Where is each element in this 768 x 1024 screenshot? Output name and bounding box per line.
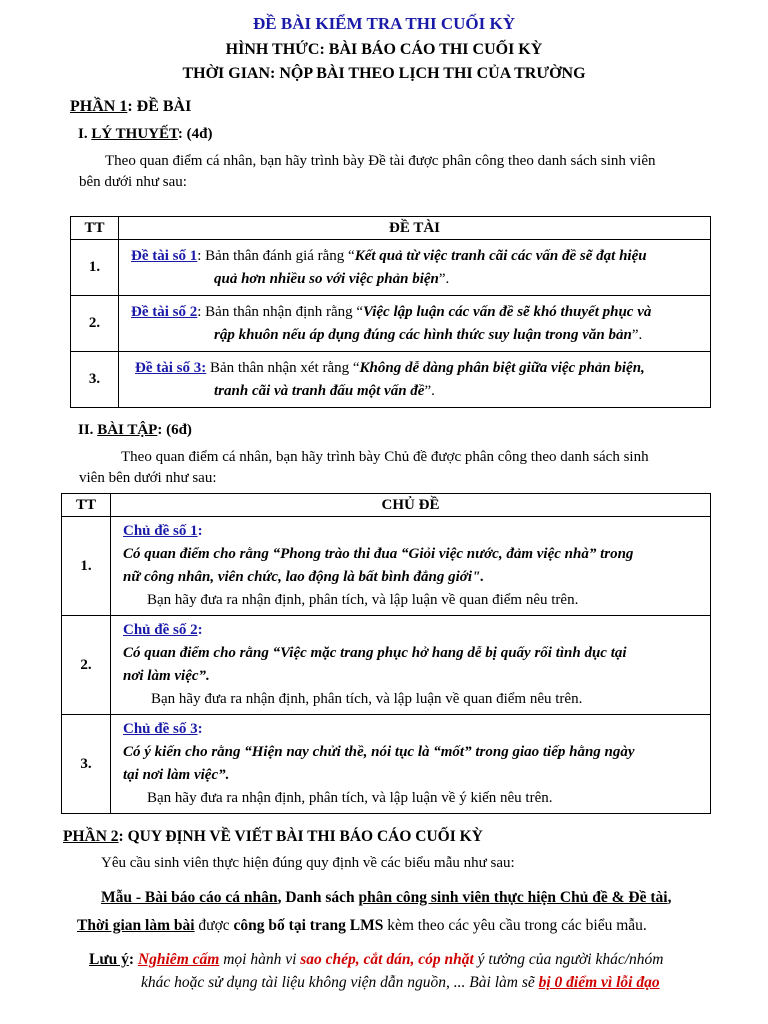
theory-col-tt: TT [71,217,119,240]
theory-col-topic: ĐỀ TÀI [119,217,711,240]
part2-title: : QUY ĐỊNH VỀ VIẾT BÀI THI BÁO CÁO CUỐI KỲ [118,828,483,845]
topic-cell [119,240,711,296]
part2-forms-line1 [101,886,671,909]
topic-quote-line1: Không dễ dàng phân biệt giữa việc phản biện, [359,359,645,376]
subject-quote-line2: tại nơi làm việc”. [123,767,230,783]
note-forbidden: Nghiêm cấm [137,951,220,968]
table-row [62,715,711,814]
exercise-table [61,493,711,814]
form-line2-mid: được [194,917,234,934]
table-row [62,517,711,616]
part1-heading [70,98,191,116]
theory-table [70,216,711,408]
exercise-prefix: II. [78,422,98,438]
part2-label: PHẦN 2 [63,828,119,845]
table-row [71,352,711,408]
subject-task: Bạn hãy đưa ra nhận định, phân tích, và lập luận về quan điểm nêu trên. [147,592,579,608]
subject-task: Bạn hãy đưa ra nhận định, phân tích, và lập luận về quan điểm nêu trên. [151,691,583,707]
subject-label-colon: : [197,721,203,737]
note-text2: ý tưởng của người khác/nhóm [473,951,664,968]
exercise-intro [79,447,749,489]
topic-intro: : Bản thân đánh giá rằng “ [197,247,355,264]
subject-cell [111,616,711,715]
document-title: ĐỀ BÀI KIỂM TRA THI CUỐI KỲ [253,14,515,33]
theory-heading [78,126,212,143]
row-number: 1. [62,517,111,616]
part2-intro: Yêu cầu sinh viên thực hiện đúng quy định về các biểu mẫu như sau: [101,855,515,871]
subject-cell [111,715,711,814]
topic-quote-line1: Việc lập luận các vấn đề sẽ khó thuyết phục và [363,303,652,320]
part2-forms-line2 [77,914,647,937]
theory-prefix: I. [78,126,92,142]
exercise-intro-line2: viên bên dưới như sau: [79,470,217,486]
topic-label: Đề tài số 3: [135,359,207,376]
note-colon: : [128,951,138,968]
row-number: 3. [71,352,119,408]
topic-quote-end: ”. [424,382,435,399]
topic-label: Đề tài số 2 [131,303,198,320]
subject-quote-line2: nơi làm việc”. [123,668,210,684]
table-row [71,240,711,296]
theory-intro-line2: bên dưới như sau: [79,174,187,190]
topic-cell [119,352,711,408]
part2-heading [63,828,483,846]
note-text1: mọi hành vi [219,951,301,968]
exam-form: HÌNH THỨC: BÀI BÁO CÁO THI CUỐI KỲ [225,41,543,58]
row-number: 2. [62,616,111,715]
subject-task: Bạn hãy đưa ra nhận định, phân tích, và lập luận về ý kiến nêu trên. [147,790,553,806]
topic-quote-line2: rập khuôn nếu áp dụng đúng các hình thức suy luận trong văn bản [214,326,632,343]
form-line2-end: kèm theo các yêu cầu trong các biểu mẫu. [383,917,647,934]
topic-quote-line1: Kết quả từ việc tranh cãi các vấn đề sẽ đạt hiệu [354,247,647,264]
exam-time: THỜI GIAN: NỘP BÀI THEO LỊCH THI CỦA TRƯỜNG [182,65,586,82]
theory-points: : (4đ) [177,126,213,142]
part1-title: : ĐỀ BÀI [127,98,192,115]
subject-label: Chủ đề số 2 [123,622,198,638]
subject-quote-line1: Có quan điểm cho rằng “Phong trào thi đua “Giỏi việc nước, đảm việc nhà” trong [123,546,634,562]
subject-cell [111,517,711,616]
note-zero-score: bị 0 điểm vì lỗi đạo [538,974,660,991]
topic-quote-end: ”. [438,270,450,287]
topic-quote-end: ”. [631,326,643,343]
form-line1-end: , [667,889,672,906]
part1-label: PHẦN 1 [70,98,128,115]
subject-quote-line1: Có quan điểm cho rằng “Việc mặc trang phục hở hang dễ bị quấy rối tình dục tại [123,645,627,661]
row-number: 2. [71,296,119,352]
subject-quote-line1: Có ý kiến cho rằng “Hiện nay chửi thề, nói tục là “mốt” trong giao tiếp hằng ngày [123,744,635,760]
exercise-col-topic: CHỦ ĐỀ [111,494,711,517]
note-label: Lưu ý [89,951,129,968]
exercise-table-header [62,494,711,517]
subject-label-colon: : [197,622,203,638]
topic-intro: : Bản thân nhận định rằng “ [197,303,364,320]
theory-table-header [71,217,711,240]
lms-announcement: công bố tại trang LMS [233,917,384,934]
topic-cell [119,296,711,352]
exercise-col-tt: TT [62,494,111,517]
topic-label: Đề tài số 1 [131,247,198,264]
form-template-link[interactable]: Mẫu - Bài báo cáo cá nhân [101,889,278,906]
subject-label-colon: : [197,523,203,539]
note-text3: khác hoặc sử dụng tài liệu không viện dẫn nguồn, ... Bài làm sẽ [141,974,539,991]
theory-label: LÝ THUYẾT [91,126,178,142]
topic-intro: Bản thân nhận xét rằng “ [206,359,360,376]
topic-quote-line2: quả hơn nhiều so với việc phản biện [214,270,439,287]
form-list-prefix: , Danh sách [277,889,359,906]
theory-intro [79,151,749,193]
note-copy-warning: sao chép, cắt dán, cóp nhặt [300,951,474,968]
exercise-intro-line1: Theo quan điểm cá nhân, bạn hãy trình bày Chủ đề được phân công theo danh sách sinh [121,449,649,465]
row-number: 1. [71,240,119,296]
exercise-label: BÀI TẬP [97,422,158,438]
work-time-link[interactable]: Thời gian làm bài [77,917,195,934]
topic-quote-line2: tranh cãi và tranh đấu một vấn đề [214,382,425,399]
row-number: 3. [62,715,111,814]
table-row [71,296,711,352]
note-block [89,948,759,994]
assignment-list-link[interactable]: phân công sinh viên thực hiện Chủ đề & Đề tài [358,889,668,906]
exercise-points: : (6đ) [157,422,192,438]
table-row [62,616,711,715]
subject-quote-line2: nữ công nhân, viên chức, lao động là bất bình đẳng giới". [123,569,485,585]
exercise-heading [78,422,192,439]
subject-label: Chủ đề số 1 [123,523,198,539]
subject-label: Chủ đề số 3 [123,721,198,737]
theory-intro-line1: Theo quan điểm cá nhân, bạn hãy trình bày Đề tài được phân công theo danh sách sinh viên [105,153,656,169]
